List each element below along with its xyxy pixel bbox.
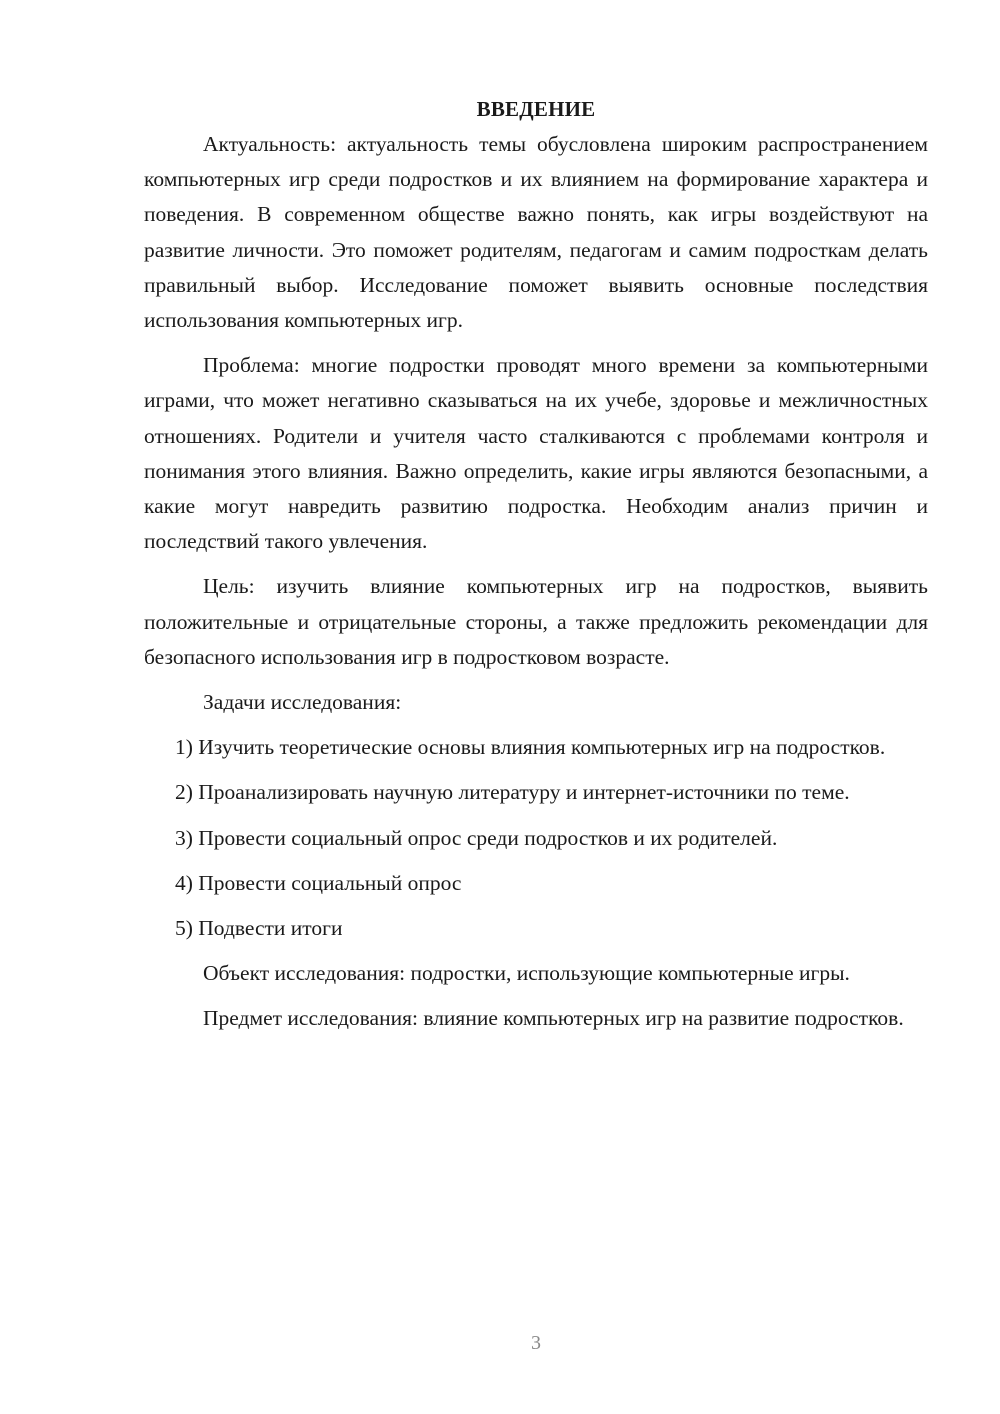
page-number: 3 [531, 1332, 541, 1354]
paragraph-relevance: Актуальность: актуальность темы обусловлена широким распространением компьютерных игр среди подростков и их влиянием на формирование характера и поведения. В современном обществе важно понять, как игры воздействуют на развитие личности. Это поможет родителям, педагогам и самим подросткам делать правильный выбор. Исследование поможет выявить основные последствия использования компьютерных игр. [144, 132, 928, 333]
paragraph-problem: Проблема: многие подростки проводят много времени за компьютерными играми, что может негативно сказываться на их учебе, здоровье и межличностных отношениях. Родители и учителя часто сталкиваются с проблемами контроля и понимания этого влияния. Важно определить, какие игры являются безопасными, а какие могут навредить развитию подростка. Необходим анализ причин и последствий такого увлечения. [144, 353, 928, 554]
paragraph-subject: Предмет исследования: влияние компьютерных игр на развитие подростков. [203, 1006, 904, 1031]
tasks-heading: Задачи исследования: [203, 690, 402, 715]
task-item-5: 5) Подвести итоги [175, 916, 343, 941]
task-item-3: 3) Провести социальный опрос среди подростков и их родителей. [175, 825, 778, 850]
section-title: ВВЕДЕНИЕ [476, 97, 596, 121]
task-item-1: 1) Изучить теоретические основы влияния компьютерных игр на подростков. [175, 735, 886, 760]
paragraph-object: Объект исследования: подростки, использующие компьютерные игры. [203, 961, 850, 986]
paragraph-goal: Цель: изучить влияние компьютерных игр на подростков, выявить положительные и отрицательные стороны, а также предложить рекомендации для безопасного использования игр в подростковом возрасте. [144, 574, 928, 669]
task-item-4: 4) Провести социальный опрос [175, 870, 462, 895]
task-item-2: 2) Проанализировать научную литературу и интернет-источники по теме. [175, 780, 850, 805]
page-content [144, 92, 928, 1037]
